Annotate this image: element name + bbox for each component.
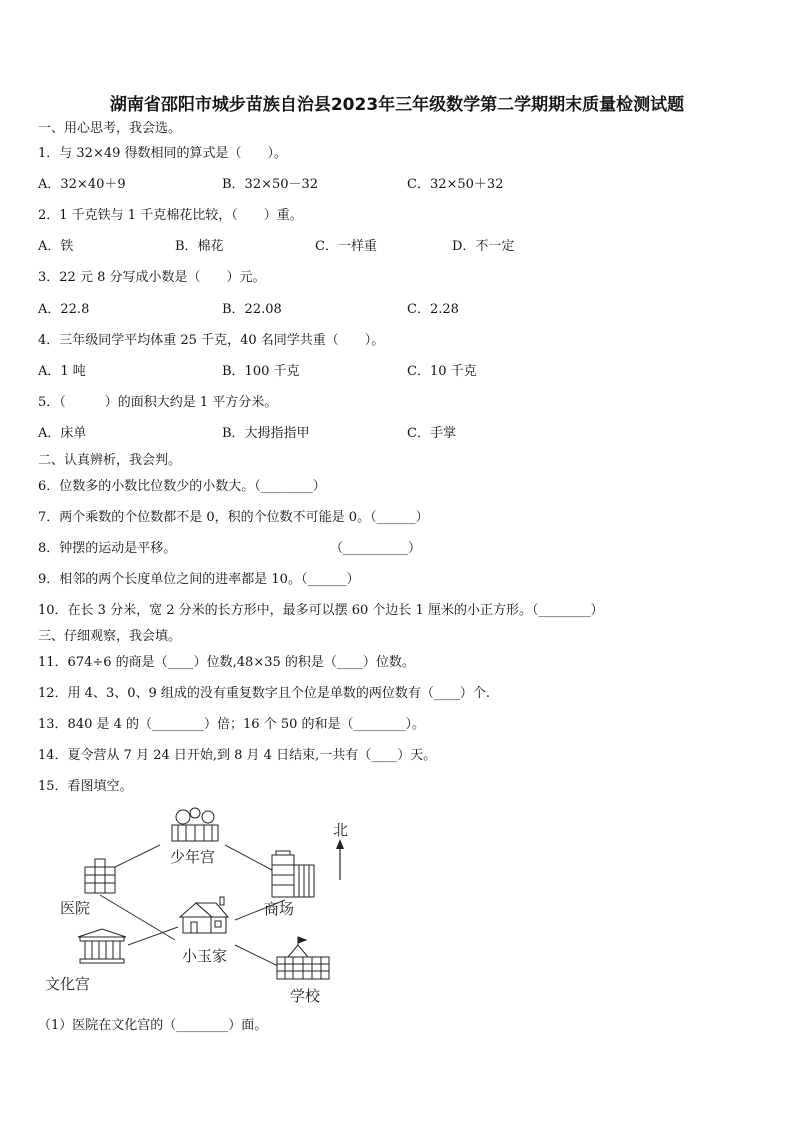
location-map — [40, 805, 360, 1010]
q4-option-c: C．10 千克 — [407, 364, 477, 379]
section-3-heading: 三、仔细观察，我会填。 — [38, 629, 182, 644]
question-15-part-1: （1）医院在文化宫的（________）面。 — [38, 1018, 268, 1033]
question-2: 2．1 千克铁与 1 千克棉花比较，（ ）重。 — [38, 208, 303, 223]
exam-title: 湖南省邵阳市城步苗族自治县2023年三年级数学第二学期期末质量检测试题 — [109, 95, 685, 115]
youth-palace-label: 少年宫 — [170, 848, 216, 866]
q4-option-b: B．100 千克 — [222, 364, 300, 379]
q3-option-b: B．22.08 — [222, 302, 282, 317]
question-14: 14．夏令营从 7 月 24 日开始,到 8 月 4 日结束,一共有（____）天。 — [38, 748, 437, 763]
culture-palace-label: 文化宫 — [45, 975, 91, 993]
youth-palace-icon — [172, 808, 218, 841]
section-1-heading: 一、用心思考，我会选。 — [38, 121, 182, 136]
home-label: 小玉家 — [182, 947, 228, 965]
question-8: 8．钟摆的运动是平移。 — [38, 541, 177, 556]
q4-option-a: A．1 吨 — [38, 364, 86, 379]
section-2-heading: 二、认真辨析，我会判。 — [38, 453, 182, 468]
q2-option-c: C．一样重 — [315, 239, 377, 254]
q5-option-a: A．床单 — [38, 426, 87, 441]
culture-palace-icon — [78, 929, 126, 963]
mall-label: 商场 — [264, 900, 295, 918]
school-icon — [277, 937, 329, 979]
home-icon — [180, 897, 228, 933]
question-8-blank: （__________） — [330, 541, 422, 556]
q1-option-c: C．32×50＋32 — [407, 177, 504, 192]
q2-option-d: D．不一定 — [452, 239, 515, 254]
q1-option-b: B．32×50－32 — [222, 177, 319, 192]
question-11: 11．674÷6 的商是（____）位数,48×35 的积是（____）位数。 — [38, 655, 415, 670]
q5-option-c: C．手掌 — [407, 426, 456, 441]
question-9: 9．相邻的两个长度单位之间的进率都是 10。（______） — [38, 572, 360, 587]
question-5: 5．（ ）的面积大约是 1 平方分米。 — [38, 395, 278, 410]
q1-option-a: A．32×40＋9 — [38, 177, 126, 192]
question-12: 12．用 4、3、0、9 组成的没有重复数字且个位是单数的两位数有（____）个. — [38, 686, 491, 701]
q2-option-b: B．棉花 — [175, 239, 224, 254]
q3-option-c: C．2.28 — [407, 302, 459, 317]
question-10: 10．在长 3 分米，宽 2 分米的长方形中，最多可以摆 60 个边长 1 厘米的小正方形。（________） — [38, 603, 604, 618]
question-15: 15．看图填空。 — [38, 779, 133, 794]
question-7: 7．两个乘数的个位数都不是 0，积的个位数不可能是 0。（______） — [38, 510, 429, 525]
mall-icon — [272, 851, 314, 897]
question-1: 1．与 32×49 得数相同的算式是（ ）。 — [38, 146, 288, 161]
question-6: 6．位数多的小数比位数少的小数大。（________） — [38, 479, 326, 494]
q5-option-b: B．大拇指指甲 — [222, 426, 310, 441]
q3-option-a: A．22.8 — [38, 302, 90, 317]
hospital-icon — [85, 859, 115, 893]
question-3: 3．22 元 8 分写成小数是（ ）元。 — [38, 270, 266, 285]
question-4: 4．三年级同学平均体重 25 千克，40 名同学共重（ ）。 — [38, 333, 385, 348]
question-13: 13．840 是 4 的（________）倍；16 个 50 的和是（________）。 — [38, 717, 426, 732]
north-arrow-icon — [336, 839, 344, 880]
q2-option-a: A．铁 — [38, 239, 74, 254]
hospital-label: 医院 — [60, 899, 91, 917]
north-label: 北 — [333, 821, 349, 839]
school-label: 学校 — [290, 987, 321, 1005]
